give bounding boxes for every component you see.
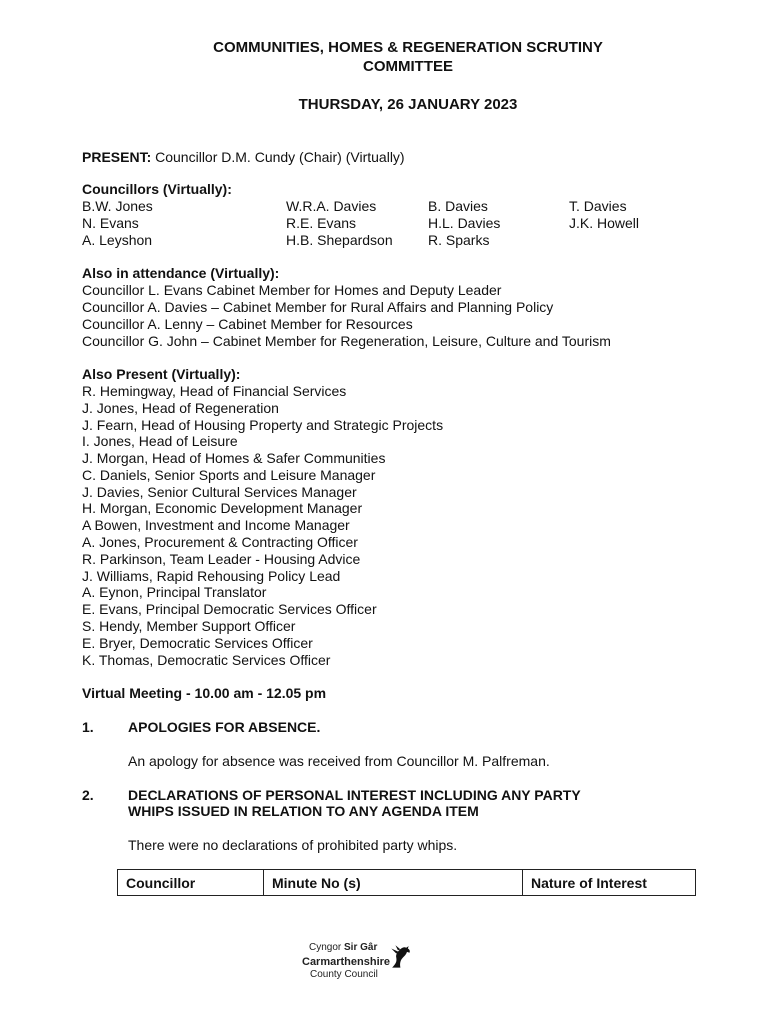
officer-item: J. Davies, Senior Cultural Services Manager [82, 484, 357, 500]
item-body: An apology for absence was received from Councillor M. Palfreman. [128, 753, 550, 769]
officer-item: I. Jones, Head of Leisure [82, 433, 238, 449]
attendance-item: Councillor L. Evans Cabinet Member for Homes and Deputy Leader [82, 282, 502, 298]
interest-table [117, 869, 696, 896]
dragon-logo-icon [388, 926, 450, 986]
councillor-name: A. Leyshon [82, 232, 153, 248]
logo-line1 [309, 942, 377, 954]
officer-item: R. Parkinson, Team Leader - Housing Advice [82, 551, 361, 567]
logo-line1-prefix: Cyngor [309, 942, 345, 953]
table-header-cell: Nature of Interest [523, 870, 696, 896]
officer-item: J. Fearn, Head of Housing Property and Strategic Projects [82, 417, 444, 433]
logo-line2: Carmarthenshire [302, 956, 391, 968]
councillors-heading: Councillors (Virtually): [82, 181, 232, 197]
officer-item: A Bowen, Investment and Income Manager [82, 517, 350, 533]
present-text: Councillor D.M. Cundy (Chair) (Virtually) [151, 149, 405, 165]
councillor-name: J.K. Howell [569, 215, 640, 231]
councillor-name: B. Davies [428, 198, 488, 214]
officer-item: S. Hendy, Member Support Officer [82, 618, 296, 634]
officer-item: A. Eynon, Principal Translator [82, 584, 267, 600]
committee-title-line2: COMMITTEE [363, 58, 453, 75]
councillor-name: H.B. Shepardson [286, 232, 393, 248]
table-header-cell: Councillor [118, 870, 264, 896]
officer-item: A. Jones, Procurement & Contracting Officer [82, 534, 358, 550]
officer-item: K. Thomas, Democratic Services Officer [82, 652, 331, 668]
meeting-date: THURSDAY, 26 JANUARY 2023 [298, 96, 518, 113]
item-number: 2. [82, 787, 94, 803]
attendance-item: Councillor G. John – Cabinet Member for Regeneration, Leisure, Culture and Tourism [82, 333, 611, 349]
item-number: 1. [82, 719, 94, 735]
officer-item: E. Bryer, Democratic Services Officer [82, 635, 313, 651]
present-line [82, 149, 405, 166]
councillor-name: T. Davies [569, 198, 627, 214]
attendance-heading: Also in attendance (Virtually): [82, 265, 280, 281]
table-header-cell: Minute No (s) [264, 870, 523, 896]
attendance-item: Councillor A. Davies – Cabinet Member for Rural Affairs and Planning Policy [82, 299, 554, 315]
present-label: PRESENT: [82, 149, 152, 165]
officer-item: H. Morgan, Economic Development Manager [82, 500, 363, 516]
councillor-name: B.W. Jones [82, 198, 153, 214]
also-present-heading: Also Present (Virtually): [82, 366, 241, 382]
item-heading: WHIPS ISSUED IN RELATION TO ANY AGENDA ITEM [128, 803, 479, 819]
attendance-item: Councillor A. Lenny – Cabinet Member for Resources [82, 316, 413, 332]
officer-item: J. Williams, Rapid Rehousing Policy Lead [82, 568, 341, 584]
officer-item: J. Jones, Head of Regeneration [82, 400, 279, 416]
item-body: There were no declarations of prohibited party whips. [128, 837, 458, 853]
officer-item: E. Evans, Principal Democratic Services Officer [82, 601, 377, 617]
logo-line3: County Council [310, 969, 378, 980]
officer-item: J. Morgan, Head of Homes & Safer Communities [82, 450, 386, 466]
councillor-name: R. Sparks [428, 232, 490, 248]
meeting-time: Virtual Meeting - 10.00 am - 12.05 pm [82, 685, 327, 701]
councillor-name: N. Evans [82, 215, 139, 231]
item-heading: DECLARATIONS OF PERSONAL INTEREST INCLUDING ANY PARTY [128, 787, 581, 803]
logo-line1-bold: Sir Gâr [344, 942, 378, 953]
officer-item: R. Hemingway, Head of Financial Services [82, 383, 347, 399]
councillor-name: W.R.A. Davies [286, 198, 377, 214]
table-header-row [118, 870, 696, 896]
item-heading: APOLOGIES FOR ABSENCE. [128, 719, 321, 735]
councillor-name: R.E. Evans [286, 215, 357, 231]
officer-item: C. Daniels, Senior Sports and Leisure Manager [82, 467, 376, 483]
councillor-name: H.L. Davies [428, 215, 501, 231]
committee-title-line1: COMMUNITIES, HOMES & REGENERATION SCRUTINY [213, 39, 603, 56]
